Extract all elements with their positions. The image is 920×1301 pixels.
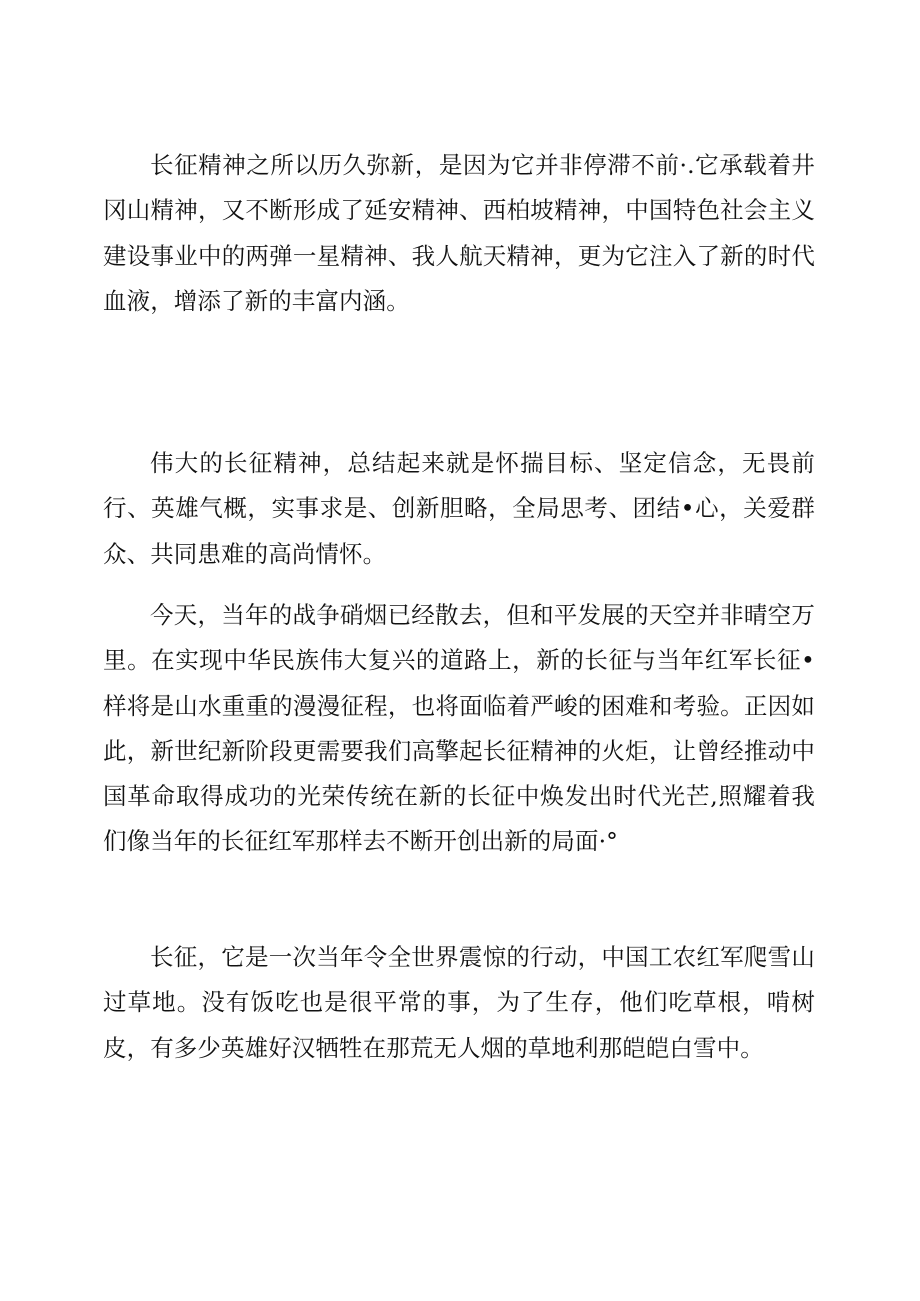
paragraph-2: 伟大的长征精神，总结起来就是怀揣目标、坚定信念，无畏前行、英雄气概，实事求是、创新胆略，全局思考、团结•心，关爱群众、共同患难的高尚情怀。 <box>103 449 815 568</box>
paragraph-3: 今天，当年的战争硝烟已经散去，但和平发展的天空并非晴空万里。在实现中华民族伟大复兴的道路上，新的长征与当年红军长征•样将是山水重重的漫漫征程，也将面临着严峻的困难和考验。正因如此，新世纪新阶段更需要我们高擎起长征精神的火炬，让曾经推动中国革命取得成功的光荣传统在新的长征中焕发出时代光芒,照耀着我们像当年的长征红军那样去不断开创出新的局面·° <box>103 601 815 856</box>
paragraph-4: 长征，它是一次当年令全世界震惊的行动，中国工农红军爬雪山过草地。没有饭吃也是很平常的事，为了生存，他们吃草根，啃树皮，有多少英雄好汉牺牲在那荒无人烟的草地利那皑皑白雪中。 <box>103 943 815 1062</box>
paragraph-1: 长征精神之所以历久弥新，是因为它并非停滞不前·.它承载着井冈山精神，又不断形成了延安精神、西柏坡精神，中国特色社会主义建设事业中的两弹一星精神、我人航天精神，更为它注入了新的时代血液，增添了新的丰富内涵。 <box>103 151 815 315</box>
